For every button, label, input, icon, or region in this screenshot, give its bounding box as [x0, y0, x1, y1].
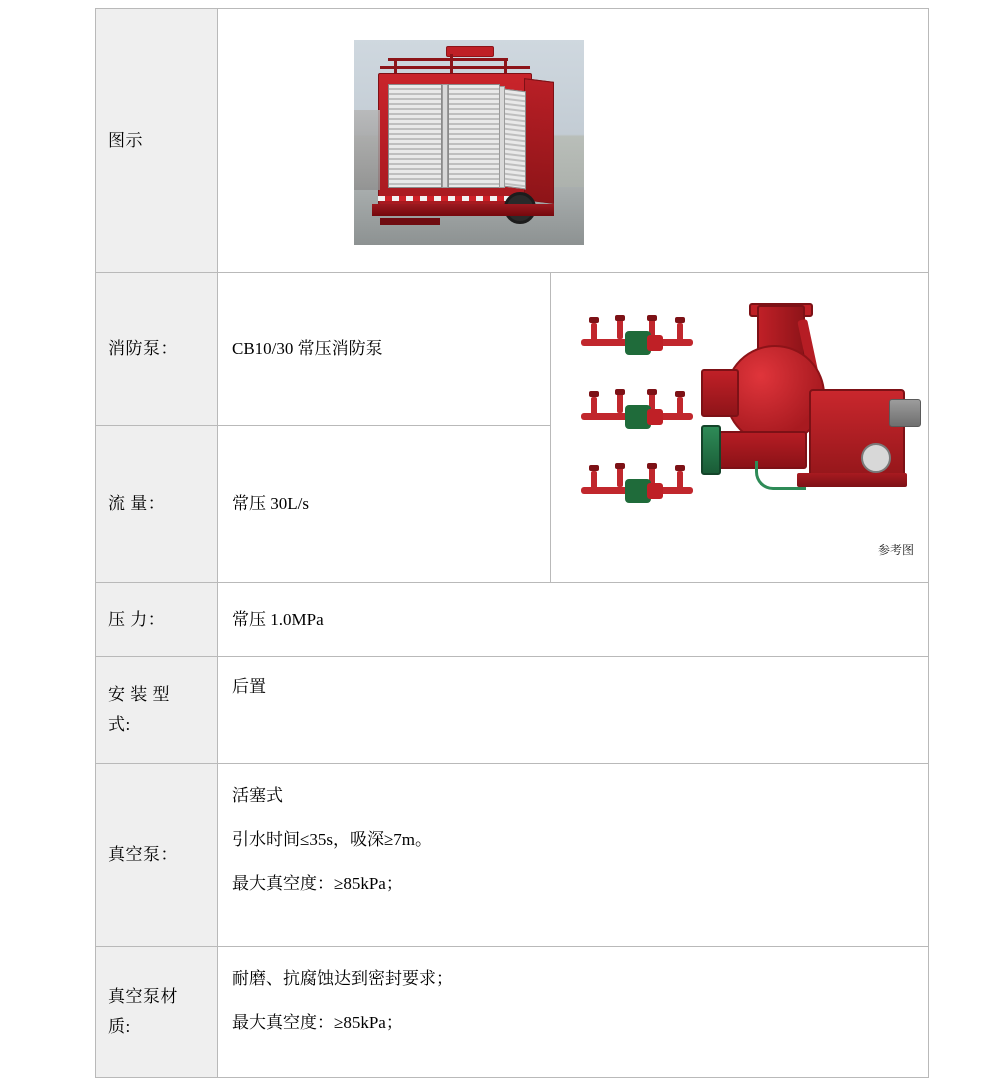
value-line: 最大真空度：≥85kPa；: [232, 874, 403, 893]
illustration-cell: [218, 9, 929, 273]
row-label-install-type: [96, 657, 218, 764]
label-line-1: 真空泵材: [108, 987, 178, 1006]
fire-pump-photo: [551, 289, 928, 566]
row-value-vacuum-pump-material: [218, 947, 929, 1078]
label-line-1: 安 装 型: [108, 685, 170, 704]
table-row: [96, 583, 929, 657]
table-row: [96, 764, 929, 947]
table-row: [96, 657, 929, 764]
row-value-vacuum-pump: [218, 764, 929, 947]
value-line: CB10/30 常压消防泵: [232, 339, 383, 358]
value-line: 常压 30L/s: [232, 494, 309, 513]
table-row: [96, 9, 929, 273]
pump-photo-caption: 参考图: [877, 543, 914, 557]
table-row: [96, 273, 929, 426]
value-line: 引水时间≤35s，吸深≥7m。: [232, 830, 432, 849]
value-line: 常压 1.0MPa: [232, 609, 324, 629]
table-row: [96, 947, 929, 1078]
row-value-flow: [218, 426, 551, 583]
pump-photo-cell: [551, 273, 929, 583]
row-label-vacuum-pump-material: [96, 947, 218, 1078]
specification-table: [95, 8, 929, 1078]
row-value-pressure: [218, 583, 929, 657]
value-line: 最大真空度：≥85kPa；: [232, 1013, 403, 1032]
label-line-2: 质:: [108, 1017, 131, 1036]
row-label-vacuum-pump: 真空泵：: [96, 764, 218, 947]
value-line: 活塞式: [232, 786, 283, 805]
row-value-fire-pump: [218, 273, 551, 426]
row-value-install-type: [218, 657, 929, 764]
row-label-fire-pump: 消防泵：: [96, 273, 218, 426]
row-label-illustration: 图示: [96, 9, 218, 273]
value-line: 后置: [232, 677, 266, 696]
row-label-pressure: 压 力：: [96, 583, 218, 657]
fire-truck-photo: [218, 17, 928, 264]
value-line: 耐磨、抗腐蚀达到密封要求；: [232, 969, 453, 988]
label-line-2: 式:: [108, 715, 131, 734]
row-label-flow: 流 量：: [96, 426, 218, 583]
